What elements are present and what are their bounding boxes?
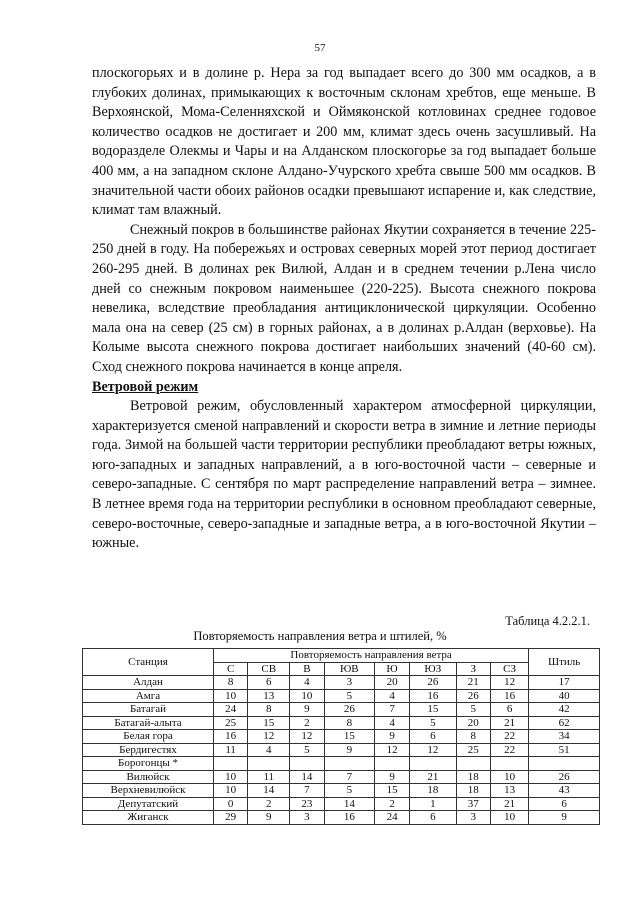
table-cell: 9 <box>375 770 410 784</box>
header-direction: СВ <box>248 662 290 676</box>
table-cell: 4 <box>375 689 410 703</box>
table-cell: 14 <box>248 784 290 798</box>
table-cell: 1 <box>410 797 457 811</box>
table-cell: 17 <box>529 676 600 690</box>
table-cell: 6 <box>248 676 290 690</box>
table-cell: 21 <box>456 676 490 690</box>
table-cell: 16 <box>410 689 457 703</box>
table-cell: 25 <box>456 743 490 757</box>
header-direction: ЮВ <box>324 662 375 676</box>
table-cell <box>456 757 490 771</box>
table-cell: 12 <box>410 743 457 757</box>
table-cell: 10 <box>490 770 528 784</box>
table-cell: 51 <box>529 743 600 757</box>
table-cell: 5 <box>324 689 375 703</box>
table-cell: 29 <box>214 811 248 825</box>
paragraph-precipitation: плоскогорьях и в долине р. Нера за год выпадает всего до 300 мм осадков, а в глубоких долинах, примыкающих к восточным склонам хребтов, еще меньше. В Верхоянской, Мома-Селенняхской и Оймяконской котловинах среднее годовое количество осадков не достигает и 200 мм, климат здесь очень засушливый. На водоразделе Олекмы и Чары и на Алданском плоскогорье за год выпадает больше 400 мм, а на западном склоне Алдано-Учурского хребта свыше 500 мм осадков. В значительной части обоих районов осадки превышают испарение и, как следствие, климат там влажный. <box>92 65 596 219</box>
table-cell: 4 <box>248 743 290 757</box>
table-header-row <box>83 649 600 663</box>
section-heading: Ветровой режим <box>92 378 199 395</box>
table-cell: 10 <box>214 770 248 784</box>
station-name: Жиганск <box>83 811 214 825</box>
paragraph-snow-cover: Снежный покров в большинстве районах Якутии сохраняется в течение 225-250 дней в году. На побережьях и островах северных морей этот период достигает 260-295 дней. В долинах рек Вилюй, Алдан и в среднем течении р.Лена число дней со снежным покровом наименьшее (220-225). Высота снежного покрова невелика, вследствие преобладания антициклонической циркуляции. Особенно мала она на север (25 см) в горных районах, а в долинах р.Алдан (верховье). На Колыме высота снежного покрова достигает наибольших значений (40-60 см). Сход снежного покрова начинается в конце апреля. <box>92 221 596 375</box>
table-cell <box>324 757 375 771</box>
station-name: Депутатский <box>83 797 214 811</box>
table-cell: 10 <box>214 689 248 703</box>
table-cell: 23 <box>290 797 324 811</box>
header-direction-group: Повторяемость направления ветра <box>214 649 529 663</box>
table-cell: 9 <box>324 743 375 757</box>
table-cell: 6 <box>490 703 528 717</box>
table-row <box>83 689 600 703</box>
table-number: Таблица 4.2.2.1. <box>505 614 590 628</box>
table-cell: 18 <box>410 784 457 798</box>
page-number: 57 <box>314 42 326 54</box>
table-cell: 10 <box>214 784 248 798</box>
table-cell: 5 <box>290 743 324 757</box>
table-cell: 13 <box>248 689 290 703</box>
paragraph-wind-regime: Ветровой режим, обусловленный характером атмосферной циркуляции, характеризуется сменой направлений и скорости ветра в зимние и летние периоды года. Зимой на большей части территории республики преобладают ветры южных, юго-западных и западных направлений, а в юго-восточной части – северные и северо-западные. С сентября по март распределение направлений ветра – зимнее. В летнее время года на территории республики в основном преобладают северные, северо-восточные, северо-западные и западные ветра, а в юго-восточной Якутии – южные. <box>92 398 596 552</box>
table-cell: 25 <box>214 716 248 730</box>
table-row <box>83 797 600 811</box>
table-row <box>83 757 600 771</box>
table-cell: 15 <box>248 716 290 730</box>
table-cell <box>290 757 324 771</box>
table-cell: 18 <box>456 784 490 798</box>
table-cell: 11 <box>248 770 290 784</box>
table-title: Повторяемость направления ветра и штилей, % <box>193 629 447 643</box>
table-cell <box>490 757 528 771</box>
table-cell: 21 <box>490 797 528 811</box>
table-cell: 7 <box>324 770 375 784</box>
station-name: Бердигестях <box>83 743 214 757</box>
table-cell: 3 <box>290 811 324 825</box>
table-cell: 26 <box>456 689 490 703</box>
table-cell: 21 <box>490 716 528 730</box>
table-cell: 18 <box>456 770 490 784</box>
table-cell: 22 <box>490 743 528 757</box>
table-cell: 8 <box>324 716 375 730</box>
table-cell: 20 <box>456 716 490 730</box>
table-cell: 16 <box>490 689 528 703</box>
table-cell: 2 <box>375 797 410 811</box>
table-cell: 5 <box>410 716 457 730</box>
table-cell: 15 <box>324 730 375 744</box>
table-row <box>83 770 600 784</box>
table-cell: 15 <box>410 703 457 717</box>
table-cell: 21 <box>410 770 457 784</box>
header-station: Станция <box>83 649 214 676</box>
table-cell: 14 <box>290 770 324 784</box>
table-cell: 62 <box>529 716 600 730</box>
table-cell: 26 <box>529 770 600 784</box>
table-cell: 24 <box>375 811 410 825</box>
table-cell <box>375 757 410 771</box>
table-cell: 14 <box>324 797 375 811</box>
table-cell: 42 <box>529 703 600 717</box>
table-cell: 11 <box>214 743 248 757</box>
table-cell: 22 <box>490 730 528 744</box>
table-cell: 40 <box>529 689 600 703</box>
table-cell: 7 <box>290 784 324 798</box>
table-cell: 4 <box>375 716 410 730</box>
table-cell: 37 <box>456 797 490 811</box>
table-cell: 3 <box>324 676 375 690</box>
station-name: Батагай-алыта <box>83 716 214 730</box>
table-cell <box>248 757 290 771</box>
station-name: Вилюйск <box>83 770 214 784</box>
table-body <box>83 676 600 825</box>
table-cell: 7 <box>375 703 410 717</box>
table-cell: 10 <box>290 689 324 703</box>
table-cell <box>410 757 457 771</box>
table-cell: 9 <box>290 703 324 717</box>
station-name: Амга <box>83 689 214 703</box>
table-row <box>83 784 600 798</box>
table-cell: 5 <box>324 784 375 798</box>
table-cell: 26 <box>324 703 375 717</box>
table-cell: 8 <box>214 676 248 690</box>
table-cell: 15 <box>375 784 410 798</box>
table-cell: 6 <box>529 797 600 811</box>
table-cell: 4 <box>290 676 324 690</box>
table-cell: 9 <box>248 811 290 825</box>
station-name: Алдан <box>83 676 214 690</box>
table-cell: 43 <box>529 784 600 798</box>
table-cell: 8 <box>456 730 490 744</box>
table-row <box>83 676 600 690</box>
table-cell: 16 <box>324 811 375 825</box>
table-cell: 16 <box>214 730 248 744</box>
table-row <box>83 811 600 825</box>
table-cell: 10 <box>490 811 528 825</box>
table-cell: 2 <box>290 716 324 730</box>
header-calm: Штиль <box>529 649 600 676</box>
station-name: Борогонцы * <box>83 757 214 771</box>
table-cell: 34 <box>529 730 600 744</box>
table-cell: 6 <box>410 811 457 825</box>
table-cell: 13 <box>490 784 528 798</box>
header-direction: Ю <box>375 662 410 676</box>
table-cell <box>529 757 600 771</box>
table-cell: 12 <box>248 730 290 744</box>
header-direction: ЮЗ <box>410 662 457 676</box>
table-cell: 2 <box>248 797 290 811</box>
table-row <box>83 716 600 730</box>
table-cell: 12 <box>290 730 324 744</box>
table-cell: 12 <box>490 676 528 690</box>
table-cell: 12 <box>375 743 410 757</box>
table-cell: 3 <box>456 811 490 825</box>
table-cell: 8 <box>248 703 290 717</box>
table-cell: 5 <box>456 703 490 717</box>
header-direction: СЗ <box>490 662 528 676</box>
station-name: Белая гора <box>83 730 214 744</box>
station-name: Батагай <box>83 703 214 717</box>
header-direction: З <box>456 662 490 676</box>
header-direction: В <box>290 662 324 676</box>
table-row <box>83 743 600 757</box>
body-text <box>92 64 596 554</box>
table-cell: 9 <box>375 730 410 744</box>
header-direction: С <box>214 662 248 676</box>
table-cell: 24 <box>214 703 248 717</box>
table-cell: 0 <box>214 797 248 811</box>
station-name: Верхневилюйск <box>83 784 214 798</box>
table-row <box>83 703 600 717</box>
table-row <box>83 730 600 744</box>
table-cell <box>214 757 248 771</box>
table-cell: 26 <box>410 676 457 690</box>
table-cell: 6 <box>410 730 457 744</box>
table-cell: 9 <box>529 811 600 825</box>
wind-frequency-table <box>82 648 600 825</box>
table-cell: 20 <box>375 676 410 690</box>
